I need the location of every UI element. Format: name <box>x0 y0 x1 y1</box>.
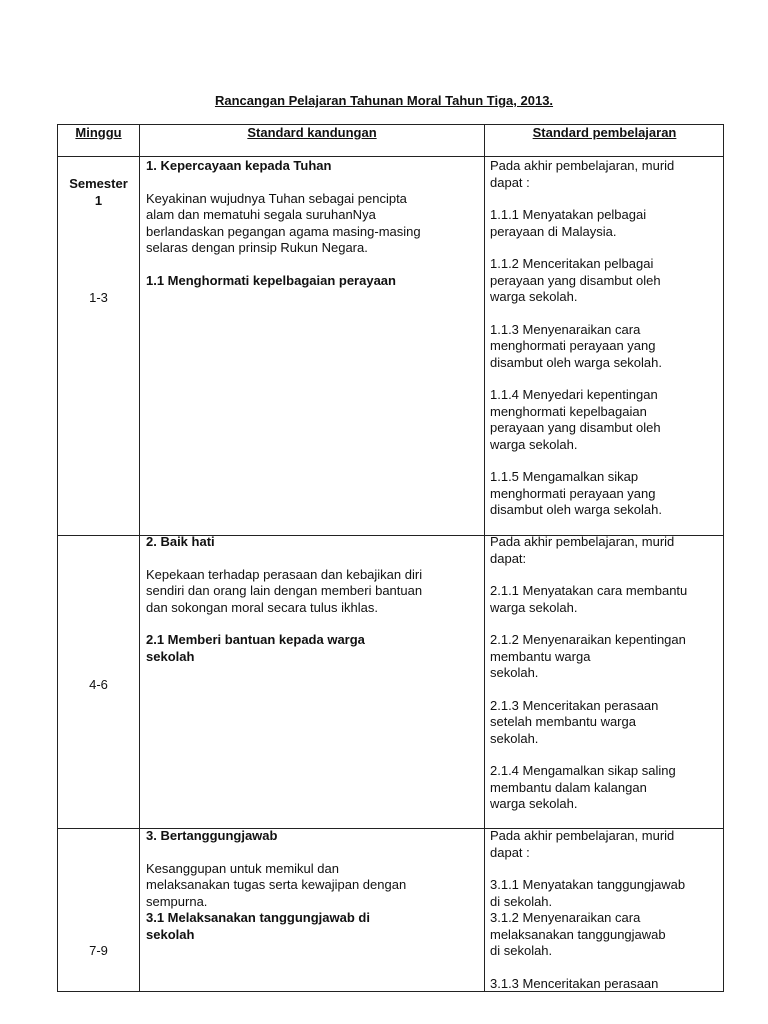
content-standard-cell <box>146 534 476 681</box>
learning-standard: 3.1.1 Menyatakan tanggungjawab di sekolah. <box>490 877 686 909</box>
learning-standard: 2.1.2 Menyenaraikan kepentingan membantu warga sekolah. <box>490 632 686 680</box>
topic-description: Kepekaan terhadap perasaan dan kebajikan diri sendiri dan orang lain dengan memberi bantuan dan sokongan moral secara tulus ikhlas. <box>146 566 423 615</box>
column-divider <box>139 125 140 991</box>
header-standard-pembelajaran: Standard pembelajaran <box>532 125 677 140</box>
content-standard: 3.1 Melaksanakan tanggungjawab di sekolah <box>146 910 370 942</box>
topic-description: Kesanggupan untuk memikul dan melaksanakan tugas serta kewajipan dengan sempurna. <box>146 860 407 909</box>
semester-label: Semester 1 <box>69 176 128 208</box>
learning-standard: 1.1.2 Menceritakan pelbagai perayaan yang disambut oleh warga sekolah. <box>490 256 661 304</box>
header-divider <box>58 156 723 157</box>
learning-intro: Pada akhir pembelajaran, murid dapat: <box>490 534 675 566</box>
learning-standard: 3.1.2 Menyenaraikan cara melaksanakan tanggungjawab di sekolah. <box>490 910 666 958</box>
learning-intro: Pada akhir pembelajaran, murid dapat : <box>490 828 675 860</box>
learning-standard: 3.1.3 Menceritakan perasaan <box>490 975 659 991</box>
header-minggu: Minggu <box>75 125 122 140</box>
header-standard-kandungan: Standard kandungan <box>247 125 377 140</box>
topic-description: Keyakinan wujudnya Tuhan sebagai pencipta alam dan mematuhi segala suruhanNya berlandaskan pegangan agama masing-masing selaras dengan prinsip Rukun Negara. <box>146 190 421 255</box>
learning-standard: 1.1.3 Menyenaraikan cara menghormati perayaan yang disambut oleh warga sekolah. <box>490 321 662 370</box>
content-standard-cell <box>146 158 476 305</box>
document-title: Rancangan Pelajaran Tahunan Moral Tahun Tiga, 2013. <box>214 93 554 108</box>
learning-standard-cell <box>490 158 720 535</box>
learning-standard: 2.1.1 Menyatakan cara membantu warga sekolah. <box>490 583 688 615</box>
content-standard: 1.1 Menghormati kepelbagaian perayaan <box>146 272 396 288</box>
content-standard-cell <box>146 828 476 943</box>
learning-intro: Pada akhir pembelajaran, murid dapat : <box>490 158 675 190</box>
learning-standard: 1.1.5 Mengamalkan sikap menghormati perayaan yang disambut oleh warga sekolah. <box>490 469 662 517</box>
column-divider <box>484 125 485 991</box>
learning-standard-cell <box>490 534 720 829</box>
learning-standard: 1.1.4 Menyedari kepentingan menghormati kepelbagaian perayaan yang disambut oleh warga sekolah. <box>490 387 661 452</box>
topic-heading: 3. Bertanggungjawab <box>146 828 278 843</box>
learning-standard: 1.1.1 Menyatakan pelbagai perayaan di Malaysia. <box>490 207 647 239</box>
learning-standard: 2.1.3 Menceritakan perasaan setelah membantu warga sekolah. <box>490 697 659 746</box>
week-range: 4-6 <box>89 677 108 692</box>
lesson-plan-table <box>57 124 724 992</box>
week-range: 7-9 <box>89 943 108 958</box>
topic-heading: 2. Baik hati <box>146 534 215 549</box>
topic-heading: 1. Kepercayaan kepada Tuhan <box>146 158 332 173</box>
learning-standard: 2.1.4 Mengamalkan sikap saling membantu dalam kalangan warga sekolah. <box>490 763 676 811</box>
week-range: 1-3 <box>89 290 108 305</box>
content-standard: 2.1 Memberi bantuan kepada warga sekolah <box>146 632 365 664</box>
learning-standard-cell <box>490 828 720 992</box>
